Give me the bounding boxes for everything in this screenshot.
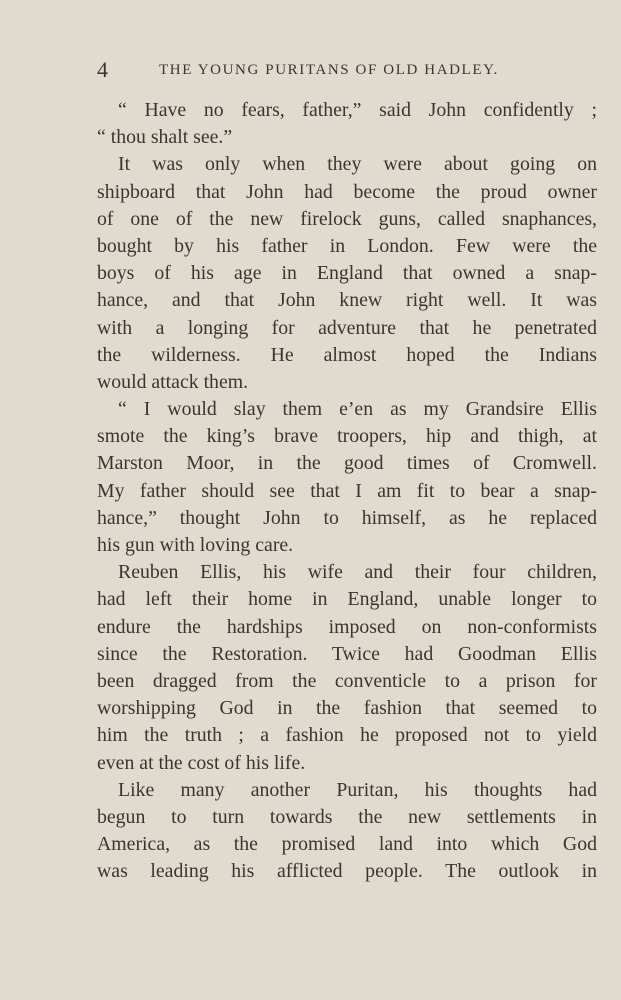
- text-line: even at the cost of his life.: [97, 751, 306, 774]
- text-line: him the truth ; a fashion he proposed not to yield: [97, 724, 597, 747]
- page-number: 4: [97, 57, 108, 82]
- text-line: Reuben Ellis, his wife and their four children,: [118, 561, 597, 584]
- text-line: Like many another Puritan, his thoughts had: [118, 778, 597, 801]
- text-line: the wilderness. He almost hoped the Indians: [97, 343, 597, 366]
- text-line: of one of the new firelock guns, called snaphances,: [97, 207, 597, 230]
- text-line: “ I would slay them e’en as my Grandsire Ellis: [118, 398, 597, 421]
- text-line: “ Have no fears, father,” said John confidently ;: [118, 99, 597, 121]
- text-line: endure the hardships imposed on non-conformists: [97, 615, 597, 638]
- running-title: THE YOUNG PURITANS OF OLD HADLEY.: [159, 62, 499, 78]
- text-line: It was only when they were about going on: [118, 153, 597, 176]
- running-head: [97, 56, 527, 84]
- text-line: shipboard that John had become the proud owner: [97, 180, 597, 203]
- text-line: begun to turn towards the new settlements in: [97, 805, 597, 828]
- text-line: had left their home in England, unable longer to: [97, 588, 597, 611]
- text-line: My father should see that I am fit to bear a snap-: [97, 479, 597, 502]
- text-line: boys of his age in England that owned a snap-: [97, 262, 597, 285]
- text-line: bought by his father in London. Few were the: [97, 234, 597, 257]
- text-line: America, as the promised land into which God: [97, 833, 597, 856]
- text-line: since the Restoration. Twice had Goodman Ellis: [97, 642, 597, 665]
- text-line: was leading his afflicted people. The outlook in: [97, 860, 597, 883]
- text-line: would attack them.: [97, 370, 249, 393]
- text-line: worshipping God in the fashion that seemed to: [97, 697, 597, 720]
- text-line: Marston Moor, in the good times of Cromwell.: [97, 452, 597, 475]
- text-line: with a longing for adventure that he penetrated: [97, 316, 597, 339]
- text-line: smote the king’s brave troopers, hip and thigh, at: [97, 425, 597, 448]
- text-line: been dragged from the conventicle to a prison for: [97, 669, 597, 692]
- body-text: [97, 97, 597, 885]
- text-line: “ thou shalt see.”: [97, 126, 233, 149]
- text-line: hance, and that John knew right well. It was: [97, 289, 597, 312]
- text-line: hance,” thought John to himself, as he replaced: [97, 506, 597, 529]
- text-line: his gun with loving care.: [97, 534, 294, 556]
